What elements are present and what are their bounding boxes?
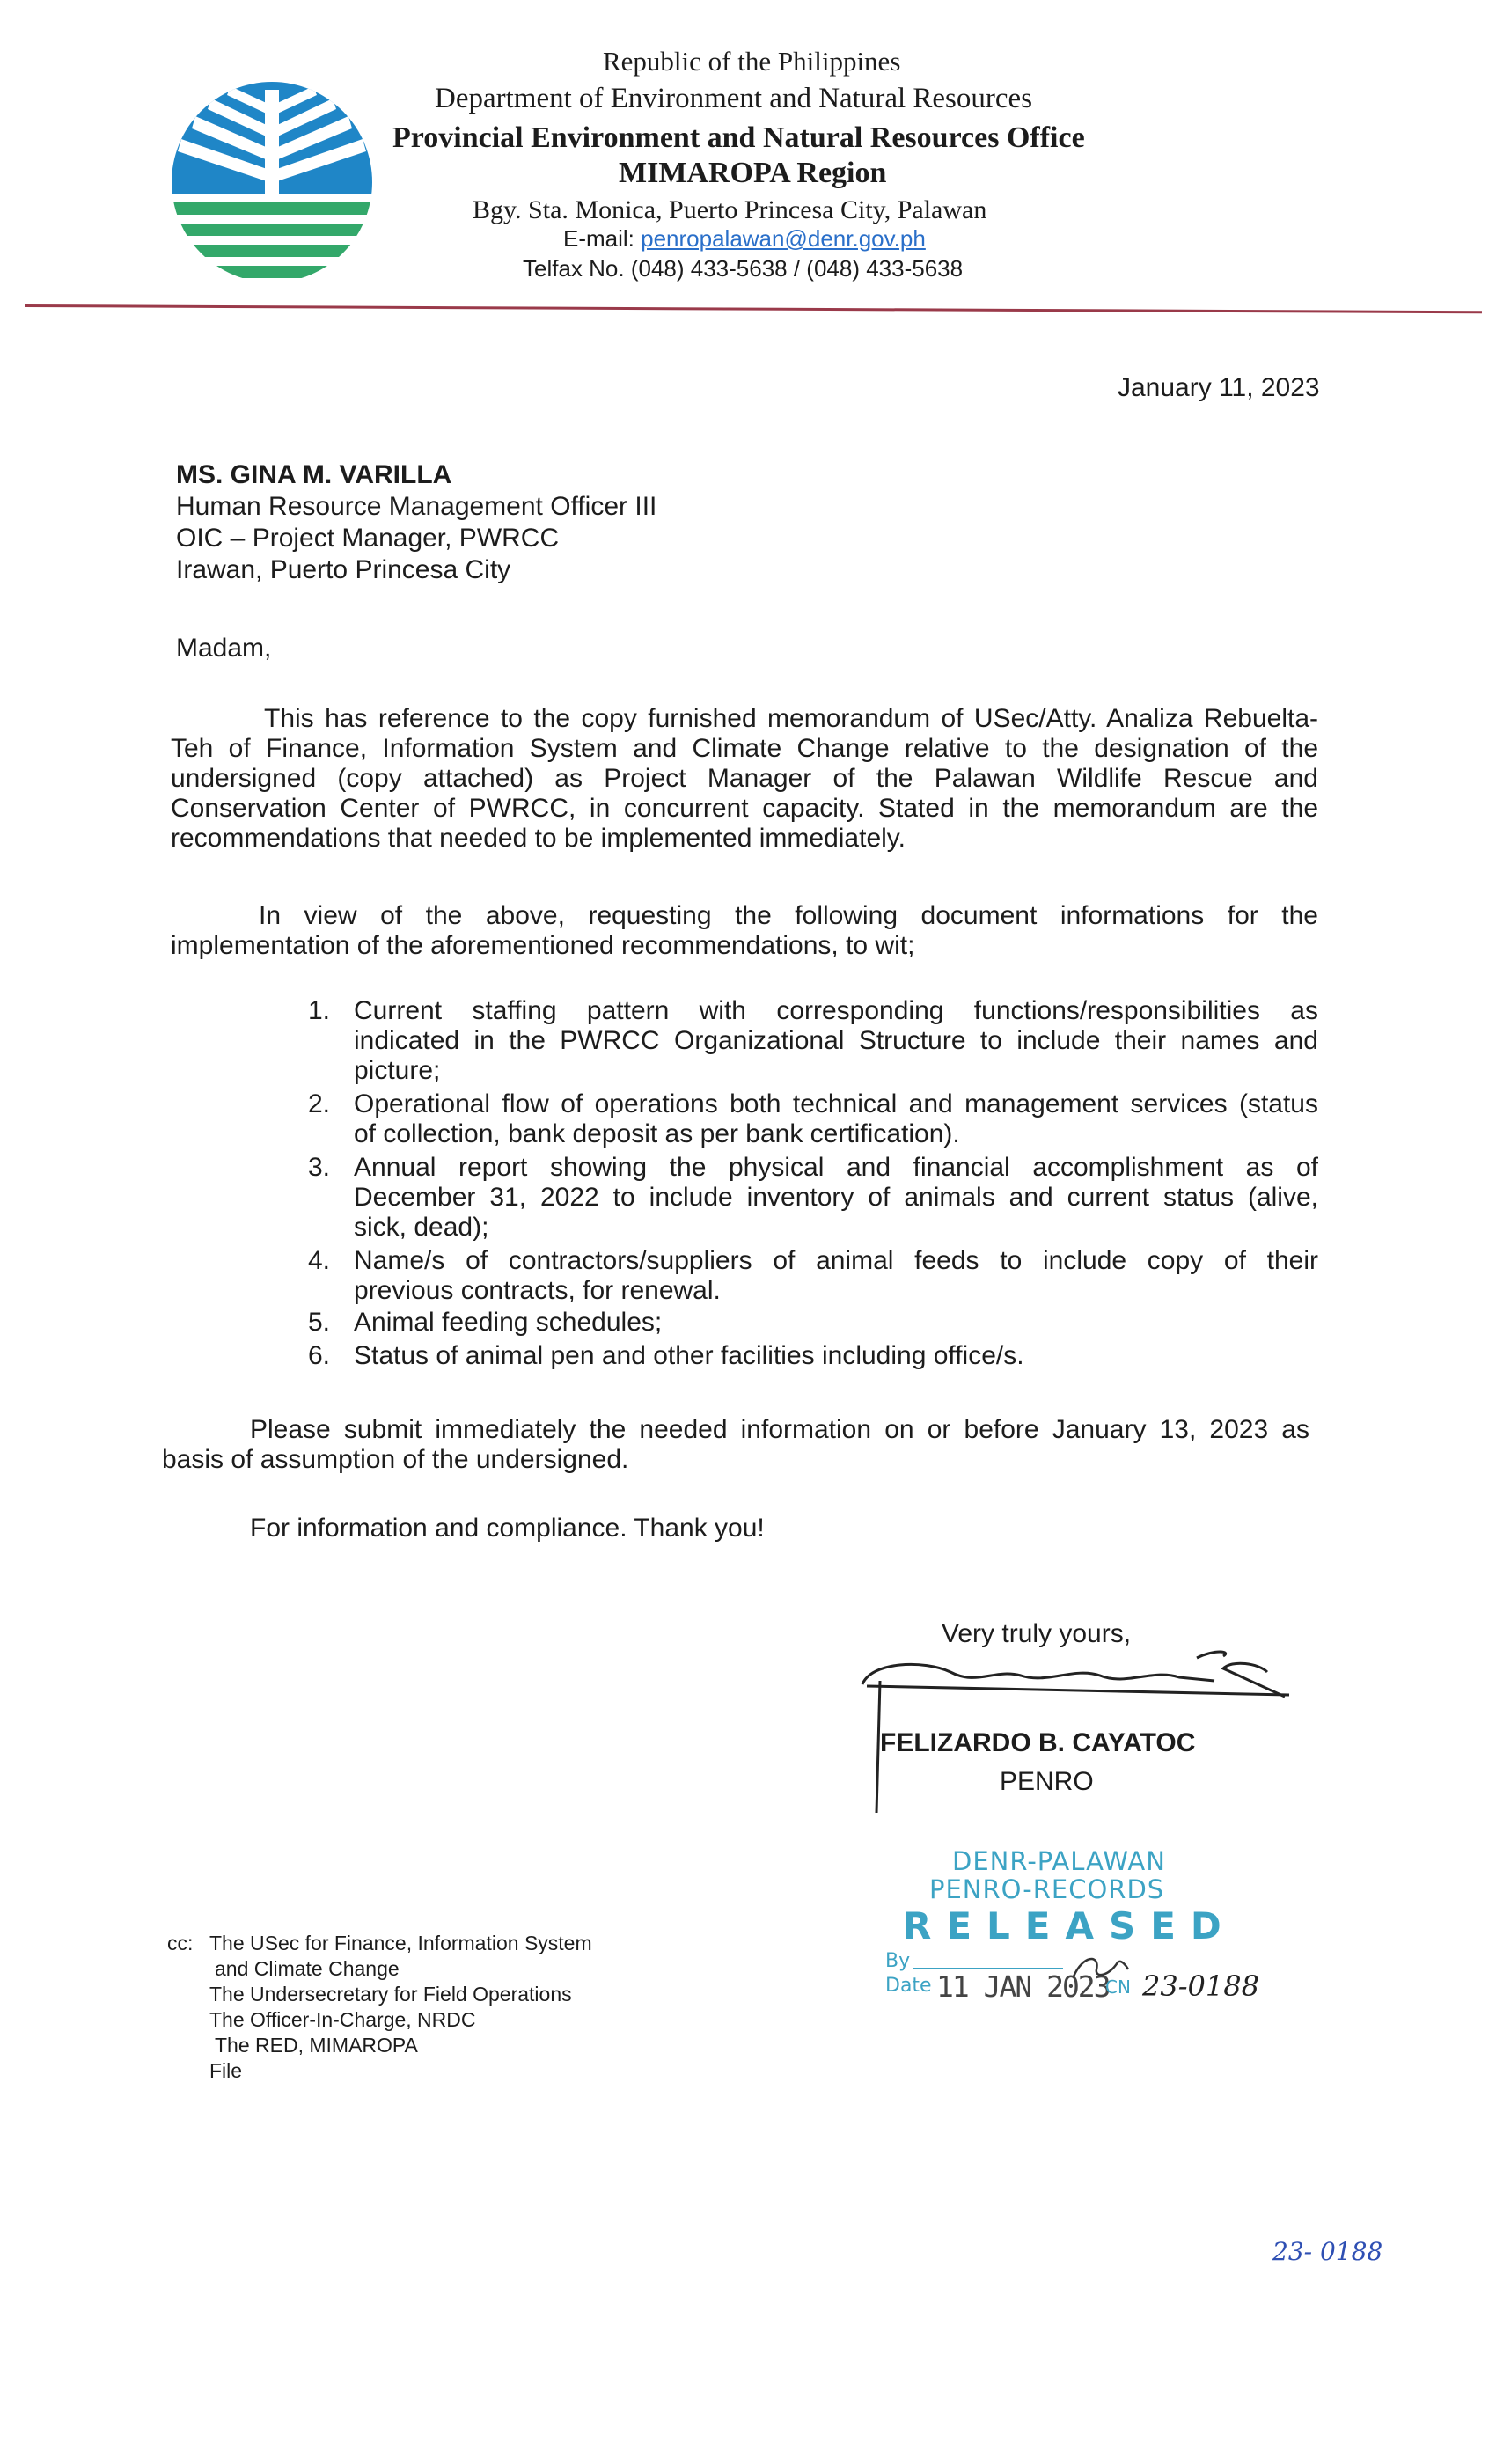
- list-item-line: of collection, bank deposit as per bank certification).: [354, 1119, 960, 1148]
- list-item-number: 2.: [308, 1089, 331, 1118]
- list-item-line: indicated in the PWRCC Organizational Structure to include their names and: [354, 1026, 1318, 1055]
- paragraph-line: implementation of the aforementioned recommendations, to wit;: [171, 931, 915, 960]
- paragraph-line: Teh of Finance, Information System and Climate Change relative to the designation of the: [171, 734, 1318, 763]
- stamp-by-label: By: [885, 1950, 911, 1972]
- recipient-address: Irawan, Puerto Princesa City: [176, 555, 511, 584]
- header-region: MIMAROPA Region: [619, 157, 887, 189]
- list-item: [308, 1153, 1318, 1243]
- stamp-date-label: Date: [885, 1975, 932, 1997]
- paragraph-reference: [171, 704, 1318, 854]
- records-stamp: [880, 1846, 1302, 2005]
- header-republic: Republic of the Philippines: [603, 46, 901, 77]
- cc-item: The USec for Finance, Information System: [209, 1932, 592, 1954]
- signatory-name: FELIZARDO B. CAYATOC: [880, 1728, 1196, 1757]
- list-item: [308, 1246, 1318, 1306]
- header-department: Department of Environment and Natural Resources: [435, 83, 1033, 114]
- cc-item: and Climate Change: [215, 1957, 400, 1980]
- salutation: Madam,: [176, 634, 272, 663]
- paragraph-line: This has reference to the copy furnished memorandum of USec/Atty. Analiza Rebuelta-: [264, 704, 1318, 733]
- cc-item: The Officer-In-Charge, NRDC: [209, 2008, 476, 2031]
- header-telfax: Telfax No. (048) 433-5638 / (048) 433-5638: [523, 255, 964, 282]
- cc-label: cc:: [167, 1932, 194, 1954]
- list-item-line: previous contracts, for renewal.: [354, 1276, 721, 1305]
- list-item-number: 6.: [308, 1341, 331, 1370]
- header-divider: [25, 304, 1482, 313]
- email-link[interactable]: penropalawan@denr.gov.ph: [641, 225, 926, 252]
- complimentary-close: Very truly yours,: [942, 1619, 1132, 1648]
- header-email: [563, 225, 926, 253]
- paragraph-line: Please submit immediately the needed information on or before January 13, 2023 as: [250, 1415, 1309, 1444]
- denr-logo-icon: [169, 79, 375, 285]
- stamp-cn-label: CN: [1105, 1976, 1131, 1998]
- stamp-section: PENRO-RECORDS: [929, 1874, 1165, 1904]
- stamp-initials: [1065, 1950, 1135, 1985]
- letterhead: [0, 0, 1496, 352]
- stamp-status: RELEASED: [903, 1904, 1236, 1947]
- cc-item: The RED, MIMAROPA: [215, 2034, 418, 2057]
- list-item-line: sick, dead);: [354, 1213, 489, 1242]
- header-address: Bgy. Sta. Monica, Puerto Princesa City, Palawan: [473, 195, 987, 224]
- paragraph-line: In view of the above, requesting the following document informations for the: [259, 901, 1318, 930]
- list-item-line: Annual report showing the physical and financial accomplishment as of: [354, 1153, 1318, 1182]
- list-item: [308, 1089, 1318, 1149]
- list-item-line: picture;: [354, 1056, 441, 1085]
- list-item-number: 4.: [308, 1246, 331, 1275]
- list-item: [308, 1341, 1318, 1371]
- recipient-name: MS. GINA M. VARILLA: [176, 460, 452, 489]
- list-item-line: Status of animal pen and other facilities including office/s.: [354, 1341, 1024, 1370]
- request-list: [308, 996, 1318, 1371]
- recipient-block: [176, 459, 656, 586]
- list-item-number: 1.: [308, 996, 331, 1025]
- paragraph-line: recommendations that needed to be implemented immediately.: [171, 824, 906, 853]
- list-item-line: Animal feeding schedules;: [354, 1308, 663, 1337]
- paragraph-line: basis of assumption of the undersigned.: [162, 1445, 629, 1474]
- stamp-cn-value: 23-0188: [1142, 1969, 1259, 2003]
- stamp-date-value: 11 JAN 2023: [936, 1969, 1110, 2004]
- list-item-number: 5.: [308, 1308, 331, 1337]
- paragraph-line: Conservation Center of PWRCC, in concurrent capacity. Stated in the memorandum are the: [171, 794, 1318, 823]
- list-item-line: Current staffing pattern with corresponding functions/responsibilities as: [354, 996, 1318, 1025]
- recipient-position: OIC – Project Manager, PWRCC: [176, 524, 560, 553]
- paragraph-deadline: [162, 1415, 1309, 1475]
- list-item-line: Operational flow of operations both technical and management services (status: [354, 1089, 1318, 1118]
- list-item-line: Name/s of contractors/suppliers of animal feeds to include copy of their: [354, 1246, 1318, 1275]
- list-item-line: December 31, 2022 to include inventory of animals and current status (alive,: [354, 1183, 1318, 1212]
- list-item-number: 3.: [308, 1153, 331, 1182]
- stamp-office: DENR-PALAWAN: [952, 1846, 1166, 1876]
- signatory-title: PENRO: [1000, 1767, 1094, 1796]
- paragraph-closing-note: For information and compliance. Thank you!: [250, 1514, 765, 1543]
- cc-item: The Undersecretary for Field Operations: [209, 1983, 572, 2006]
- header-office: Provincial Environment and Natural Resources Office: [392, 121, 1085, 154]
- letter-date: January 11, 2023: [1118, 373, 1320, 402]
- paragraph-line: undersigned (copy attached) as Project Manager of the Palawan Wildlife Rescue and: [171, 764, 1318, 793]
- email-label: E-mail:: [563, 225, 642, 252]
- control-number: 23- 0188: [1272, 2237, 1383, 2266]
- recipient-title: Human Resource Management Officer III: [176, 492, 657, 521]
- paragraph-request: [171, 901, 1318, 961]
- list-item: [308, 1308, 1318, 1338]
- list-item: [308, 996, 1318, 1086]
- cc-item: File: [209, 2059, 243, 2082]
- cc-list: [209, 1931, 592, 2084]
